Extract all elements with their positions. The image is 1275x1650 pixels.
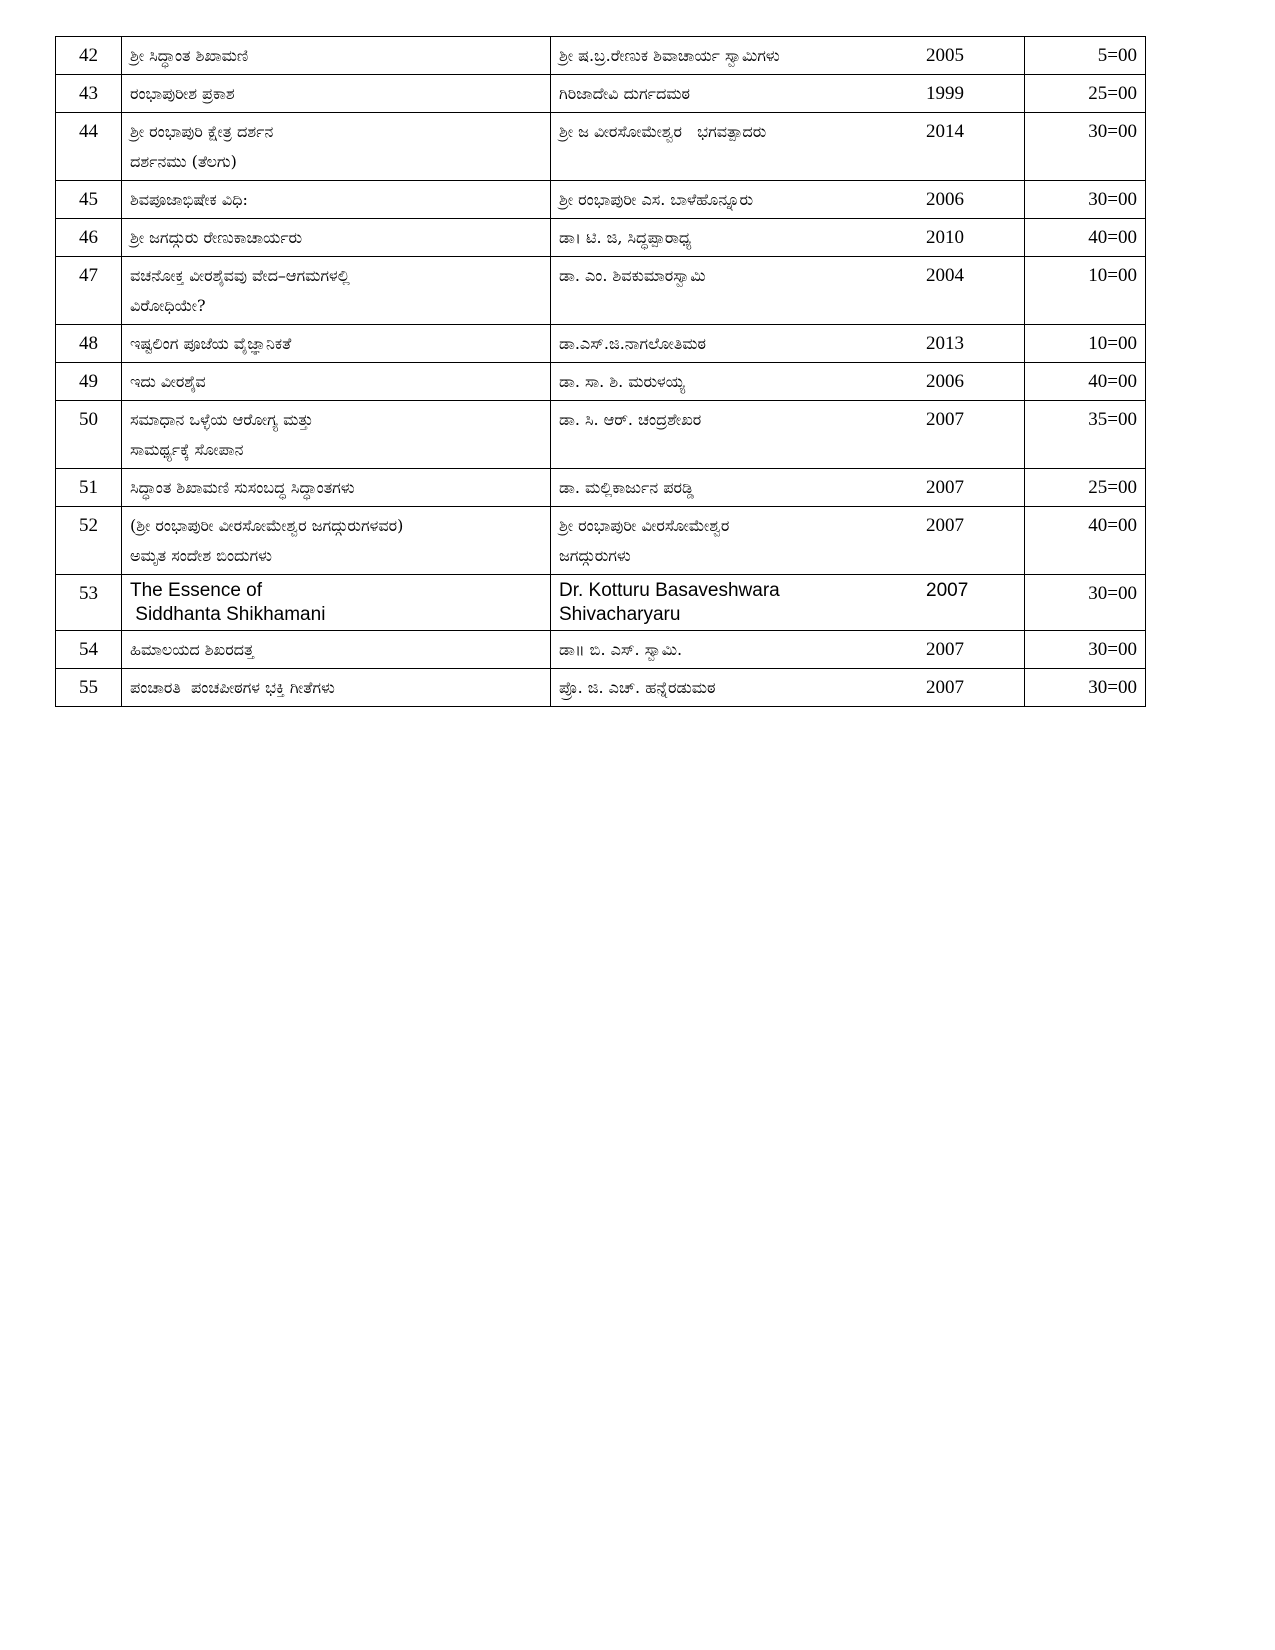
book-author-cell xyxy=(551,219,1025,257)
serial-number: 44 xyxy=(56,113,122,181)
book-author-cell xyxy=(551,75,1025,113)
book-author xyxy=(559,367,926,397)
book-author-cell xyxy=(551,37,1025,75)
book-price: 40=00 xyxy=(1025,219,1146,257)
book-price: 5=00 xyxy=(1025,37,1146,75)
book-title xyxy=(122,575,551,631)
table-row xyxy=(56,75,1146,113)
publication-year: 2007 xyxy=(926,580,969,601)
serial-number: 43 xyxy=(56,75,122,113)
publication-year: 2013 xyxy=(926,333,964,354)
book-title-line: (ಶ್ರೀ ರಂಭಾಪುರೀ ವೀರಸೋಮೇಶ್ವರ ಜಗದ್ಗುರುಗಳವರ) xyxy=(130,516,404,535)
table-row xyxy=(56,181,1146,219)
table-row xyxy=(56,507,1146,575)
book-author xyxy=(559,117,926,147)
book-author-cell xyxy=(551,669,1025,707)
book-author xyxy=(559,329,926,359)
book-title-line: ವಿರೋಧಿಯೇ? xyxy=(130,296,206,315)
serial-number: 42 xyxy=(56,37,122,75)
publication-year: 2010 xyxy=(926,227,964,248)
book-author-line: ಡಾ.ಎಸ್.ಜಿ.ನಾಗಲೋತಿಮಠ xyxy=(559,334,706,353)
book-author xyxy=(559,185,926,215)
book-author-cell xyxy=(551,575,1025,631)
book-title-line: ಸಮಾಧಾನ ಒಳ್ಳೆಯ ಆರೋಗ್ಯ ಮತ್ತು xyxy=(130,410,314,429)
book-title-line: ಇದು ವೀರಶೈವ xyxy=(130,372,206,391)
publication-year: 2007 xyxy=(926,515,964,536)
book-price: 30=00 xyxy=(1025,113,1146,181)
book-title-line: The Essence of xyxy=(130,580,263,601)
book-price: 30=00 xyxy=(1025,181,1146,219)
book-title xyxy=(122,507,551,575)
serial-number: 47 xyxy=(56,257,122,325)
book-price: 25=00 xyxy=(1025,75,1146,113)
book-author-cell xyxy=(551,363,1025,401)
book-title-line: Siddhanta Shikhamani xyxy=(130,604,326,625)
book-author-cell xyxy=(551,401,1025,469)
book-author-line: ಶ್ರೀ ರಂಭಾಪುರೀ ವೀರಸೋಮೇಶ್ವರ xyxy=(559,516,730,535)
book-author-line: ಡಾ. ಸಾ. ಶಿ. ಮರುಳಯ್ಯ xyxy=(559,372,686,391)
book-author xyxy=(559,261,926,291)
book-list-table xyxy=(55,36,1146,707)
book-title-line: ಇಷ್ಟಲಿಂಗ ಪೂಜೆಯ ವೈಜ್ಞಾನಿಕತೆ xyxy=(130,334,292,353)
book-author-line: ಡಾ. ಮಲ್ಲಿಕಾರ್ಜುನ ಪರಡ್ಡಿ xyxy=(559,478,694,497)
book-price: 30=00 xyxy=(1025,631,1146,669)
book-author xyxy=(559,405,926,435)
book-author xyxy=(559,41,926,71)
book-author-line: Shivacharyaru xyxy=(559,604,681,625)
book-title xyxy=(122,363,551,401)
publication-year: 2006 xyxy=(926,189,964,210)
book-author-cell xyxy=(551,325,1025,363)
book-price: 25=00 xyxy=(1025,469,1146,507)
book-author-line: ಶ್ರೀ ರಂಭಾಪುರೀ ಎಸ. ಬಾಳೆಹೊನ್ನೂರು xyxy=(559,190,754,209)
book-author-line: ಜಗದ್ಗುರುಗಳು xyxy=(559,546,631,565)
book-author-line: ಶ್ರೀ ಜ ವೀರಸೋಮೇಶ್ವರ ಭಗವತ್ಪಾದರು xyxy=(559,122,767,141)
serial-number: 53 xyxy=(56,575,122,631)
publication-year: 2006 xyxy=(926,371,964,392)
book-author xyxy=(559,673,926,703)
book-list-body xyxy=(56,37,1146,707)
book-author-line: Dr. Kotturu Basaveshwara xyxy=(559,580,780,601)
publication-year: 2014 xyxy=(926,121,964,142)
book-price: 30=00 xyxy=(1025,669,1146,707)
book-title xyxy=(122,325,551,363)
book-author xyxy=(559,473,926,503)
book-author-cell xyxy=(551,507,1025,575)
book-price: 40=00 xyxy=(1025,507,1146,575)
book-title-line: ಶ್ರೀ ರಂಭಾಪುರಿ ಕ್ಷೇತ್ರ ದರ್ಶನ xyxy=(130,122,274,141)
book-title xyxy=(122,113,551,181)
publication-year: 2004 xyxy=(926,265,964,286)
book-price: 10=00 xyxy=(1025,257,1146,325)
book-author-cell xyxy=(551,631,1025,669)
table-row xyxy=(56,219,1146,257)
table-row xyxy=(56,113,1146,181)
publication-year: 2007 xyxy=(926,409,964,430)
book-title-line: ದರ್ಶನಮು (ತೆಲಗು) xyxy=(130,152,237,171)
book-title-line: ಶಿವಪೂಜಾಭಿಷೇಕ ವಿಧಿ: xyxy=(130,190,248,209)
book-title xyxy=(122,631,551,669)
book-title-line: ಶ್ರೀ ಜಗದ್ಗುರು ರೇಣುಕಾಚಾರ್ಯರು xyxy=(130,228,303,247)
serial-number: 46 xyxy=(56,219,122,257)
book-author-line: ಶ್ರೀ ಷ.ಬ್ರ.ರೇಣುಕ ಶಿವಾಚಾರ್ಯ ಸ್ವಾಮಿಗಳು xyxy=(559,46,780,65)
table-row xyxy=(56,363,1146,401)
book-author-cell xyxy=(551,113,1025,181)
book-author-line: ಡಾ. ಎಂ. ಶಿವಕುಮಾರಸ್ವಾಮಿ xyxy=(559,266,706,285)
serial-number: 45 xyxy=(56,181,122,219)
table-row xyxy=(56,37,1146,75)
book-title xyxy=(122,75,551,113)
book-author-line: ಪ್ರೊ. ಜಿ. ಎಚ್. ಹನ್ನೆರಡುಮಠ xyxy=(559,678,716,697)
serial-number: 55 xyxy=(56,669,122,707)
book-title xyxy=(122,257,551,325)
book-author xyxy=(559,635,926,665)
book-title xyxy=(122,37,551,75)
book-price: 35=00 xyxy=(1025,401,1146,469)
book-author-line: ಡಾ। ಟಿ. ಜಿ, ಸಿದ್ಧಪ್ಪಾರಾಧ್ಯ xyxy=(559,228,692,247)
serial-number: 51 xyxy=(56,469,122,507)
book-author-line: ಡಾ॥ ಬಿ. ಎಸ್. ಸ್ವಾಮಿ. xyxy=(559,640,683,659)
publication-year: 1999 xyxy=(926,83,964,104)
book-title xyxy=(122,401,551,469)
book-author xyxy=(559,79,926,109)
book-author-line: ಗಿರಿಜಾದೇವಿ ದುರ್ಗದಮಠ xyxy=(559,84,690,103)
book-title xyxy=(122,469,551,507)
serial-number: 49 xyxy=(56,363,122,401)
book-title xyxy=(122,181,551,219)
book-price: 30=00 xyxy=(1025,575,1146,631)
book-price: 10=00 xyxy=(1025,325,1146,363)
table-row xyxy=(56,257,1146,325)
serial-number: 54 xyxy=(56,631,122,669)
book-title-line: ಸಿದ್ಧಾಂತ ಶಿಖಾಮಣಿ ಸುಸಂಬದ್ಧ ಸಿದ್ಧಾಂತಗಳು xyxy=(130,478,355,497)
table-row xyxy=(56,469,1146,507)
book-title xyxy=(122,219,551,257)
serial-number: 50 xyxy=(56,401,122,469)
book-title xyxy=(122,669,551,707)
book-author xyxy=(559,223,926,253)
book-author xyxy=(559,511,926,571)
table-row xyxy=(56,325,1146,363)
table-row xyxy=(56,669,1146,707)
book-title-line: ಪಂಚಾರತಿ ಪಂಚಪೀಠಗಳ ಭಕ್ತಿ ಗೀತೆಗಳು xyxy=(130,678,335,697)
book-title-line: ಅಮೃತ ಸಂದೇಶ ಬಿಂದುಗಳು xyxy=(130,546,272,565)
serial-number: 48 xyxy=(56,325,122,363)
table-row xyxy=(56,631,1146,669)
book-price: 40=00 xyxy=(1025,363,1146,401)
book-title-line: ಹಿಮಾಲಯದ ಶಿಖರದತ್ತ xyxy=(130,640,254,659)
publication-year: 2007 xyxy=(926,639,964,660)
book-title-line: ರಂಭಾಪುರೀಶ ಪ್ರಕಾಶ xyxy=(130,84,235,103)
publication-year: 2007 xyxy=(926,477,964,498)
serial-number: 52 xyxy=(56,507,122,575)
publication-year: 2005 xyxy=(926,45,964,66)
book-author-cell xyxy=(551,469,1025,507)
book-author-line: ಡಾ. ಸಿ. ಆರ್. ಚಂದ್ರಶೇಖರ xyxy=(559,410,702,429)
book-title-line: ವಚನೋಕ್ತ ವೀರಶೈವವು ವೇದ–ಆಗಮಗಳಲ್ಲಿ xyxy=(130,266,350,285)
book-author-cell xyxy=(551,181,1025,219)
book-title-line: ಶ್ರೀ ಸಿದ್ಧಾಂತ ಶಿಖಾಮಣಿ xyxy=(130,46,249,65)
table-row xyxy=(56,401,1146,469)
table-row xyxy=(56,575,1146,631)
book-author-cell xyxy=(551,257,1025,325)
publication-year: 2007 xyxy=(926,677,964,698)
book-title-line: ಸಾಮರ್ಥ್ಯಕ್ಕೆ ಸೋಪಾನ xyxy=(130,440,244,459)
book-author xyxy=(559,579,926,627)
